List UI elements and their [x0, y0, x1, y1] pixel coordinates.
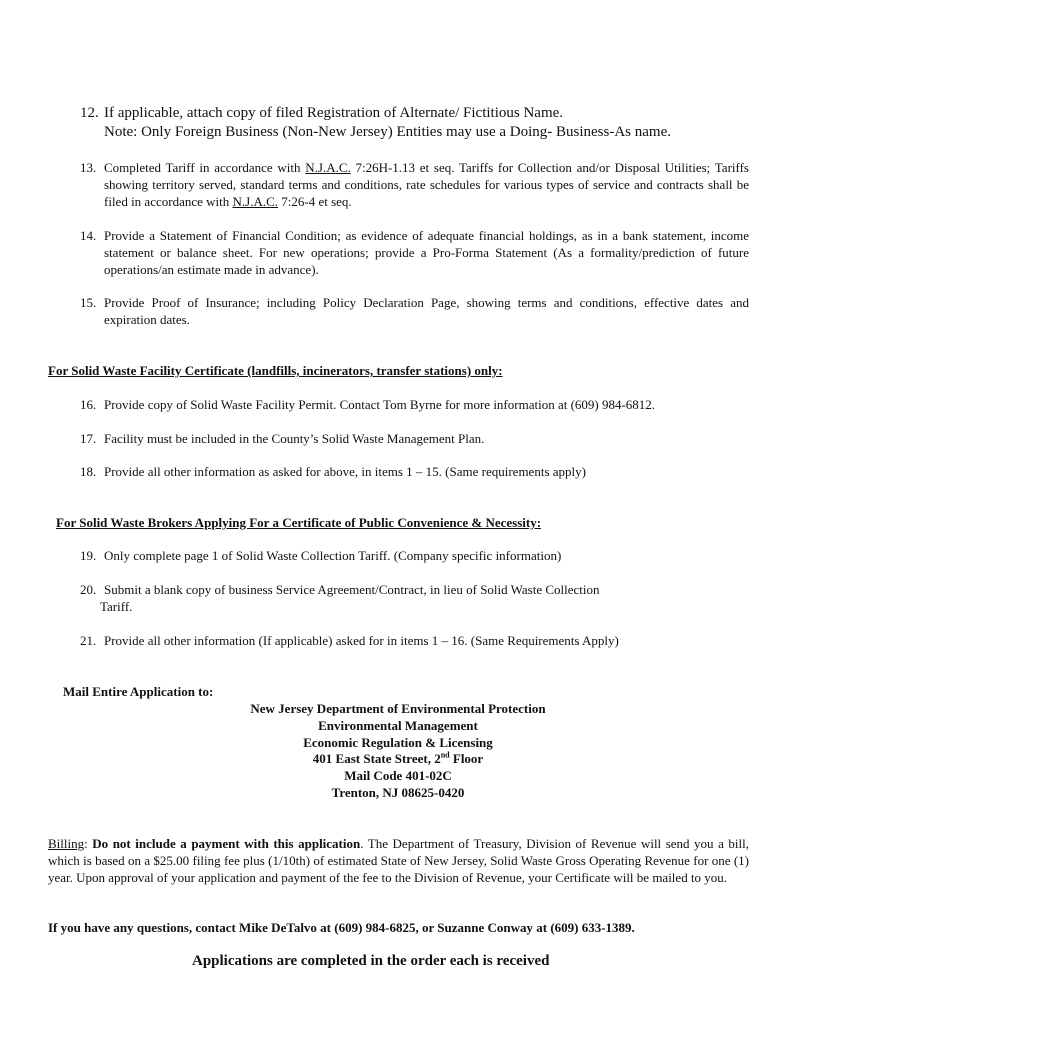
item-text-part: Completed Tariff in accordance with — [104, 160, 306, 175]
billing-warning: Do not include a payment with this application — [92, 836, 361, 851]
item-number: 19. — [80, 548, 97, 563]
item-text: Provide a Statement of Financial Condition; as evidence of adequate financial holdings, as in a bank statement, income statement or balance sheet. For new operations; provide a Pro-Forma Statement (As a formality/prediction of future operations/an estimate made in advance). — [104, 228, 749, 277]
item-text — [104, 159, 749, 210]
item-text: Submit a blank copy of business Service Agreement/Contract, in lieu of Solid Waste Collection — [104, 582, 600, 597]
item-text: Provide copy of Solid Waste Facility Permit. Contact Tom Byrne for more information at (609) 984-6812. — [104, 397, 656, 412]
mail-line-mail-code: Mail Code 401-02C — [344, 768, 452, 783]
item-number: 13. — [80, 160, 97, 175]
mail-line-unit: Economic Regulation & Licensing — [303, 735, 493, 750]
street-text-floor: Floor — [449, 751, 484, 766]
item-text: Provide Proof of Insurance; including Policy Declaration Page, showing terms and conditions, effective dates and expiration dates. — [104, 295, 749, 327]
item-text-part: 7:26-4 et seq. — [278, 194, 352, 209]
billing-colon: : — [84, 836, 93, 851]
item-text-continued: Tariff. — [100, 599, 133, 614]
item-number: 16. — [80, 397, 97, 412]
item-text: Only complete page 1 of Solid Waste Collection Tariff. (Company specific information) — [104, 548, 562, 563]
facility-section-heading: For Solid Waste Facility Certificate (landfills, incinerators, transfer stations) only: — [48, 363, 503, 378]
item-number: 20. — [80, 582, 97, 597]
billing-label: Billing — [48, 836, 85, 851]
mail-line-department: New Jersey Department of Environmental Protection — [250, 701, 546, 716]
item-note: Note: Only Foreign Business (Non-New Jersey) Entities may use a Doing- Business-As name. — [104, 124, 671, 140]
mail-line-division: Environmental Management — [318, 718, 478, 733]
item-text-part: 7:26H-1.13 et seq. Tariffs for Collection and/or Disposal Utilities; Tariffs showing territory served, standard terms and conditions, rate schedules for various types of service and contracts shall be filed in accordance with — [104, 160, 749, 209]
item-text: If applicable, attach copy of filed Registration of Alternate/ Fictitious Name. — [104, 105, 564, 121]
regulation-reference: N.J.A.C. — [305, 160, 351, 175]
regulation-reference: N.J.A.C. — [232, 194, 279, 209]
street-text: 401 East State Street, 2 — [312, 751, 441, 766]
contact-line: If you have any questions, contact Mike DeTalvo at (609) 984-6825, or Suzanne Conway at (609) 633-1389. — [48, 920, 635, 935]
brokers-section-heading: For Solid Waste Brokers Applying For a Certificate of Public Convenience & Necessity: — [56, 515, 542, 530]
item-text: Facility must be included in the County’s Solid Waste Management Plan. — [104, 431, 485, 446]
ordinal-suffix: nd — [440, 750, 450, 760]
mail-line-city: Trenton, NJ 08625-0420 — [331, 785, 465, 800]
billing-text: . The Department of Treasury, Division of Revenue will send you a bill, which is based on a $25.00 filing fee plus (1/10th) of estimated State of New Jersey, Solid Waste Gross Operating Revenue for one (1) year. Upon approval of your application and payment of the fee to the Division of Revenue, your Certificate will be mailed to you. — [48, 836, 749, 885]
item-number: 17. — [80, 431, 97, 446]
item-number: 14. — [80, 228, 97, 243]
closing-statement: Applications are completed in the order each is received — [192, 953, 550, 969]
mail-line-street — [148, 750, 648, 767]
billing-paragraph — [48, 835, 749, 886]
mail-label: Mail Entire Application to: — [63, 684, 214, 699]
item-text: Provide all other information as asked for above, in items 1 – 15. (Same requirements apply) — [104, 464, 586, 479]
item-number: 15. — [80, 295, 97, 310]
item-number: 21. — [80, 633, 97, 648]
item-number: 12. — [80, 105, 99, 121]
item-number: 18. — [80, 464, 97, 479]
item-text: Provide all other information (If applicable) asked for in items 1 – 16. (Same Requirements Apply) — [104, 633, 619, 648]
